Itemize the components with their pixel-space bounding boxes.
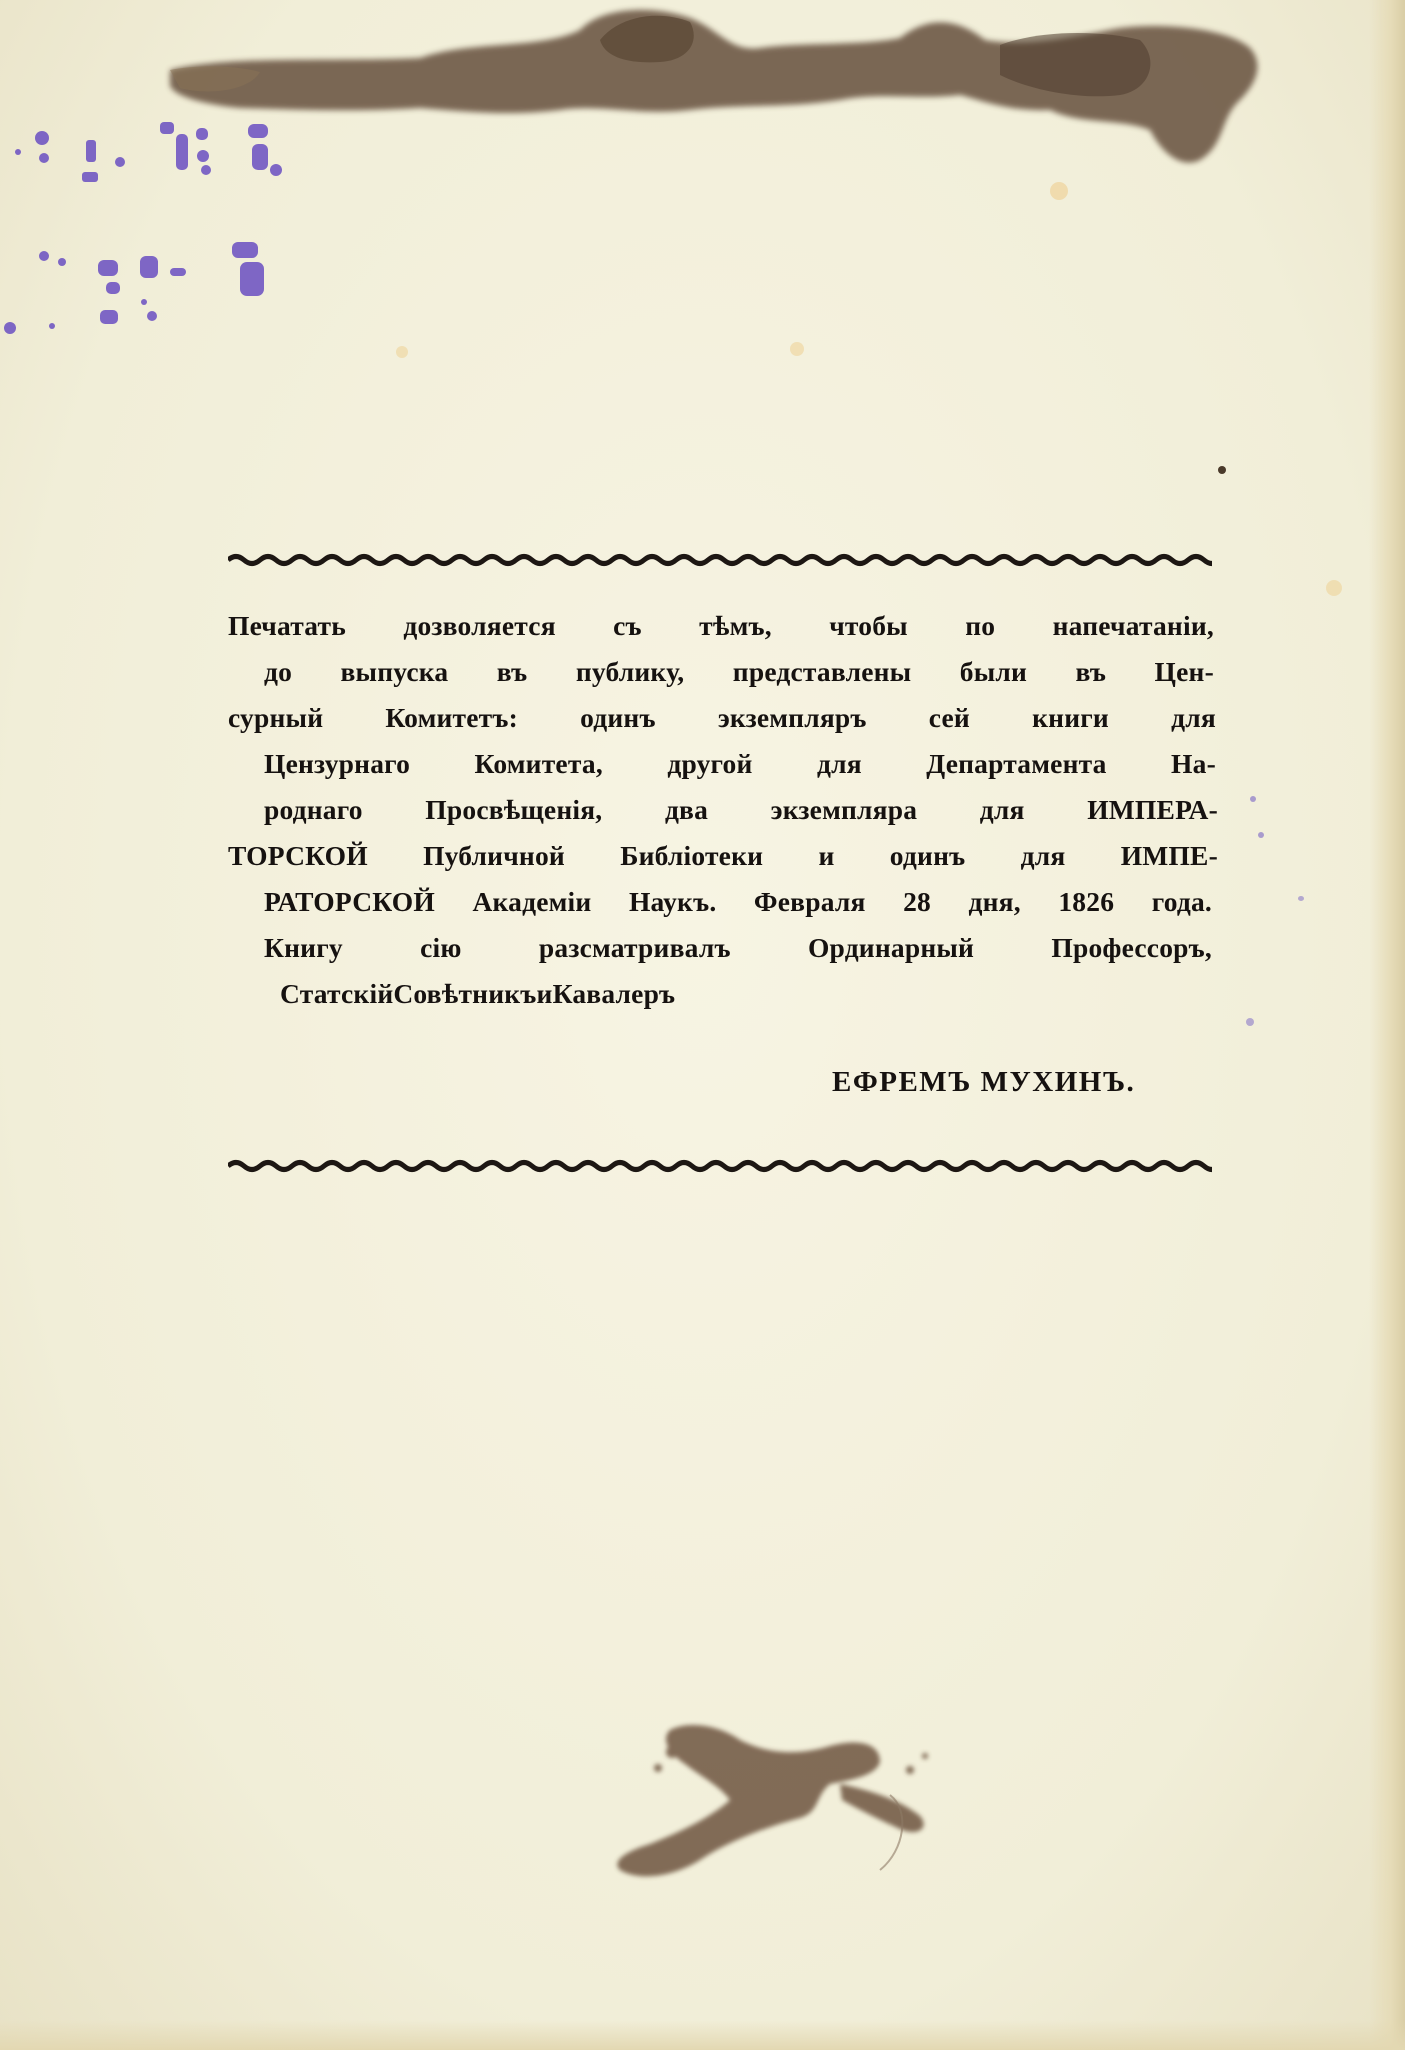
word: выпуска [340,656,449,687]
word: Библіотеки [620,840,764,871]
text-line [264,654,1214,690]
word: тѣмъ, [699,610,772,641]
word: роднаго [264,794,363,825]
foxing-spot [790,342,804,356]
word: года. [1151,886,1212,917]
page-edge-shading [1369,0,1405,2050]
foxing-spot [1050,182,1068,200]
word: въ [496,656,528,687]
word: дозволяется [403,610,556,641]
text-line [280,976,676,1012]
library-stamp [0,110,290,350]
stamp-speck [1246,1018,1254,1026]
word: экземпляръ [717,702,867,733]
word: Профессоръ, [1051,932,1212,963]
word: чтобы [829,610,908,641]
word: Цензурнаго [264,748,411,779]
foxing-spot [1326,580,1342,596]
ink-speck [1218,466,1226,474]
word: дня, [968,886,1021,917]
word: ТОРСКОЙ [228,840,368,871]
word: для [1171,702,1216,733]
word: книги [1032,702,1109,733]
word: для [816,748,862,779]
text-line [264,746,1216,782]
text-line [264,884,1212,920]
word: и [536,978,553,1009]
page-bottom-shading [0,2020,1405,2050]
word: по [965,610,996,641]
word: Комитетъ: [385,702,518,733]
word: представлены [732,656,912,687]
word: Ординарный [807,932,975,963]
word: были [959,656,1028,687]
word: РАТОРСКОЙ [264,886,435,917]
word: Просвѣщенія, [425,794,603,825]
stamp-speck [1250,796,1256,802]
word: другой [667,748,753,779]
word: Февраля [753,886,866,917]
top-decorative-rule [228,552,1212,568]
word: и [818,840,835,871]
word: сію [420,932,462,963]
word: Цен- [1154,656,1214,687]
word: Кавалеръ [552,978,676,1009]
text-line [228,838,1218,874]
text-line [264,792,1218,828]
text-line [264,930,1212,966]
word: одинъ [889,840,966,871]
word: Книгу [264,932,343,963]
word: Департамента [926,748,1107,779]
word: разсматривалъ [538,932,731,963]
text-line [228,608,1214,644]
text-line [228,700,1216,736]
word: до [264,656,293,687]
word: экземпляра [770,794,918,825]
word: сей [928,702,970,733]
stamp-speck [1258,832,1264,838]
word: одинъ [580,702,656,733]
word: два [664,794,709,825]
word: для [1020,840,1066,871]
word: ИМПЕРА- [1087,794,1218,825]
word: Совѣтникъ [393,978,537,1009]
word: На- [1171,748,1216,779]
word: 1826 [1058,886,1115,917]
word: сурный [228,702,324,733]
word: въ [1075,656,1107,687]
word: 28 [903,886,932,917]
word: Статскій [280,978,394,1009]
word: Академіи [472,886,592,917]
word: съ [613,610,642,641]
word: для [979,794,1025,825]
word: напечатаніи, [1052,610,1214,641]
word: Публичной [423,840,565,871]
word: Печатать [228,610,346,641]
bottom-ink-stain [580,1700,1000,1890]
word: ИМПЕ- [1120,840,1218,871]
bottom-decorative-rule [228,1158,1212,1174]
word: Наукъ. [628,886,717,917]
foxing-spot [396,346,408,358]
word: Комитета, [474,748,603,779]
word: публику, [575,656,685,687]
censor-signature: ЕФРЕМЪ МУХИНЪ. [832,1066,1136,1098]
stamp-speck [1298,896,1304,901]
